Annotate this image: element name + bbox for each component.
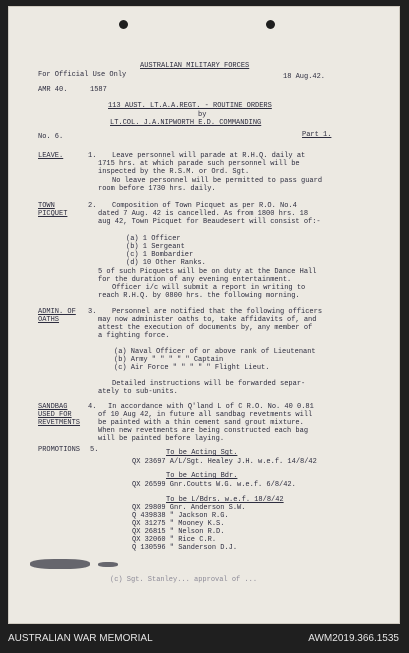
sandbag-line: be painted with a thin cement sand grout mixture. xyxy=(98,419,304,427)
promotion-line: QX 32060 " Rice C.R. xyxy=(132,536,217,544)
oaths-line: Personnel are notified that the following officers xyxy=(112,308,323,316)
picquet-item: (d) 10 Other Ranks. xyxy=(126,259,206,267)
unit-orders-title: 113 AUST. LT.A.A.REGT. - ROUTINE ORDERS xyxy=(108,102,272,110)
oaths-line: ately to sub-units. xyxy=(98,388,178,396)
promotion-line: QX 31275 " Mooney K.S. xyxy=(132,520,225,528)
sandbag-line: will be painted before laying. xyxy=(98,435,225,443)
picquet-item: (c) 1 Bombardier xyxy=(126,251,194,259)
footer-accession-number: AWM2019.366.1535 xyxy=(308,633,399,644)
section-label-leave: LEAVE. xyxy=(38,152,64,160)
section-label-oaths: ADMIN. OF xyxy=(38,308,76,316)
picquet-line: dated 7 Aug. 42 is cancelled. As from 1800 hrs. 18 xyxy=(98,210,309,218)
leave-line: 1715 hrs. at which parade such personnel will be xyxy=(98,160,300,168)
ink-smudge xyxy=(98,562,118,567)
promotion-heading: To be Acting Sgt. xyxy=(166,449,238,457)
section-label-picquet: PICQUET xyxy=(38,210,68,218)
promotion-line: QX 26599 Gnr.Coutts W.G. w.e.f. 6/8/42. xyxy=(132,481,296,489)
sandbag-line: of 10 Aug 42, in future all sandbag revetments will xyxy=(98,411,313,419)
classification: For Official Use Only xyxy=(38,71,127,79)
promotion-heading: To be Acting Bdr. xyxy=(166,472,238,480)
document-page xyxy=(8,6,400,624)
picquet-line: reach R.H.Q. by 0800 hrs. the following morning. xyxy=(98,292,300,300)
leave-line: Leave personnel will parade at R.H.Q. daily at xyxy=(112,152,306,160)
promotion-line: QX 29809 Gnr. Anderson S.W. xyxy=(132,504,246,512)
picquet-line: Officer i/c will submit a report in writing to xyxy=(112,284,306,292)
section-number: 4. xyxy=(88,403,97,411)
order-number: No. 6. xyxy=(38,133,64,141)
picquet-item: (b) 1 Sergeant xyxy=(126,243,185,251)
punch-hole xyxy=(266,20,275,29)
promotion-line: Q 439838 " Jackson R.G. xyxy=(132,512,229,520)
section-label-sandbag: REVETMENTS xyxy=(38,419,81,427)
archive-footer xyxy=(0,626,409,653)
ink-smudge xyxy=(30,559,90,569)
section-number: 2. xyxy=(88,202,97,210)
oaths-line: attest the execution of documents by, any member of xyxy=(98,324,313,332)
document-date: 18 Aug.42. xyxy=(283,73,326,81)
reference-number: 1587 xyxy=(90,86,107,94)
reference-left: AMR 40. xyxy=(38,86,68,94)
faded-line: (c) Sgt. Stanley... approval of ... xyxy=(110,576,258,584)
promotion-heading: To be L/Bdrs. w.e.f. 18/8/42 xyxy=(166,496,284,504)
section-label-promotions: PROMOTIONS xyxy=(38,446,81,454)
leave-line: room before 1730 hrs. daily. xyxy=(98,185,216,193)
part-label: Part 1. xyxy=(302,131,332,139)
section-label-sandbag: USED FOR xyxy=(38,411,72,419)
oaths-item: (c) Air Force " " " " " Flight Lieut. xyxy=(114,364,270,372)
picquet-item: (a) 1 Officer xyxy=(126,235,181,243)
section-label-sandbag: SANDBAG xyxy=(38,403,68,411)
oaths-item: (b) Army " " " " " Captain xyxy=(114,356,224,364)
oaths-line: may now administer oaths to, take affidavits of, and xyxy=(98,316,317,324)
oaths-item: (a) Naval Officer of or above rank of Lieutenant xyxy=(114,348,316,356)
section-label-oaths: OATHS xyxy=(38,316,60,324)
punch-hole xyxy=(119,20,128,29)
section-label-picquet: TOWN xyxy=(38,202,55,210)
promotion-line: QX 26815 " Nelson R.D. xyxy=(132,528,225,536)
document-title: AUSTRALIAN MILITARY FORCES xyxy=(140,62,250,70)
promotion-line: QX 23697 A/L/Sgt. Healey J.H. w.e.f. 14/8/42 xyxy=(132,458,317,466)
oaths-line: Detailed instructions will be forwarded separ- xyxy=(112,380,306,388)
promotion-line: Q 130596 " Sanderson D.J. xyxy=(132,544,238,552)
commander-line: LT.COL. J.A.NIPWORTH E.D. COMMANDING xyxy=(110,119,262,127)
leave-line: No leave personnel will be permitted to pass guard xyxy=(112,177,323,185)
section-number: 1. xyxy=(88,152,97,160)
section-number: 3. xyxy=(88,308,97,316)
picquet-line: 5 of such Picquets will be on duty at the Dance Hall xyxy=(98,268,317,276)
sandbag-line: In accordance with Q'land L of C R.O. No. 40 0.81 xyxy=(108,403,314,411)
picquet-line: Composition of Town Picquet as per R.O. No.4 xyxy=(112,202,297,210)
by-line: by xyxy=(198,111,207,119)
leave-line: inspected by the R.S.M. or Ord. Sgt. xyxy=(98,168,250,176)
oaths-line: a fighting force. xyxy=(98,332,170,340)
picquet-line: for the duration of any evening entertainment. xyxy=(98,276,292,284)
footer-institution: AUSTRALIAN WAR MEMORIAL xyxy=(8,633,153,644)
picquet-line: aug 42, Town Picquet for Beaudesert will consist of:- xyxy=(98,218,321,226)
section-number: 5. xyxy=(90,446,99,454)
sandbag-line: When new revetments are being constructed each bag xyxy=(98,427,309,435)
